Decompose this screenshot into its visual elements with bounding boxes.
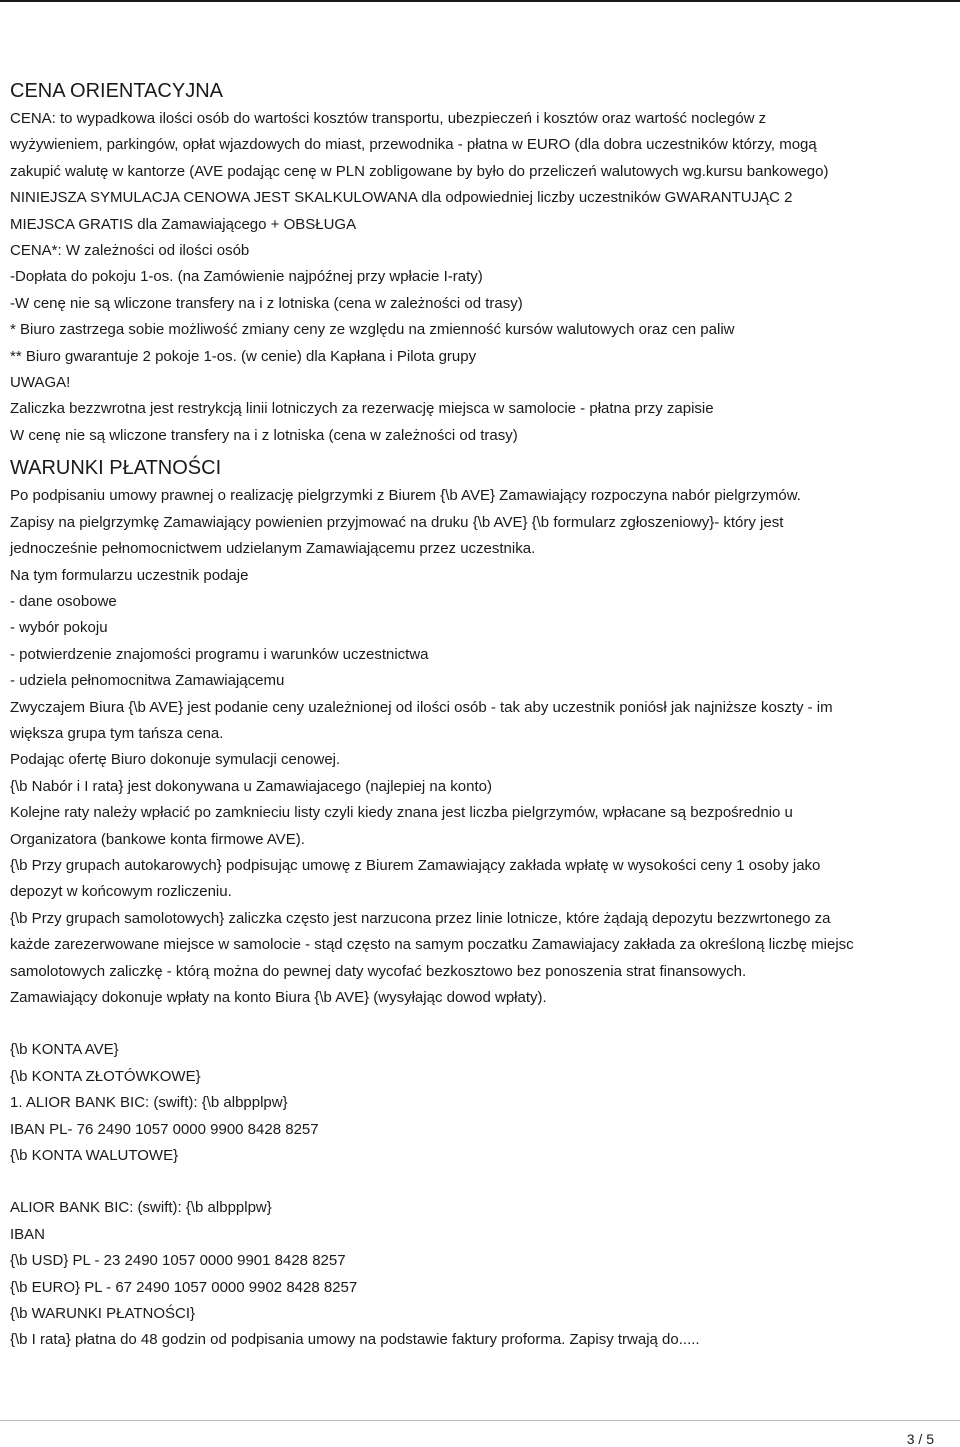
text-line: - dane osobowe [10,592,117,610]
text-line: samolotowych zaliczkę - którą można do pewnej daty wycofać bezkosztowo bez ponoszenia strat finansowych. [10,962,747,980]
spacer [10,1011,955,1037]
text-line: IBAN [10,1225,46,1243]
text-line: zakupić walutę w kantorze (AVE podając cenę w PLN zobligowane by było do przeliczeń walutowych wg.kursu bankowego) [10,162,829,180]
spacer [10,1169,955,1195]
text-line: - wybór pokoju [10,619,108,637]
text-line: jednocześnie pełnomocnictwem udzielanym Zamawiającemu przez uczestnika. [10,540,536,558]
section-title-payment: WARUNKI PŁATNOŚCI [10,457,222,480]
text-line: każde zarezerwowane miejsce w samolocie - stąd często na samym poczatku Zamawiajacy zakłada za określoną liczbę miejsc [10,936,854,954]
text-line: Organizatora (bankowe konta firmowe AVE). [10,830,305,848]
text-line: 1. ALIOR BANK BIC: (swift): {\b albpplpw} [10,1094,288,1112]
text-line: ** Biuro gwarantuje 2 pokoje 1-os. (w cenie) dla Kapłana i Pilota grupy [10,347,477,365]
text-line: Podając ofertę Biuro dokonuje symulacji cenowej. [10,751,341,769]
text-line: {\b KONTA WALUTOWE} [10,1147,179,1165]
text-line: {\b KONTA AVE} [10,1041,119,1059]
text-line: Zapisy na pielgrzymkę Zamawiający powienien przyjmować na druku {\b AVE} {\b formularz zgłoszeniowy}- który jest [10,513,784,531]
text-line: -W cenę nie są wliczone transfery na i z lotniska (cena w zależności od trasy) [10,294,523,312]
text-line: ALIOR BANK BIC: (swift): {\b albpplpw} [10,1199,272,1217]
text-line: {\b I rata} płatna do 48 godzin od podpisania umowy na podstawie faktury proforma. Zapisy trwają do..... [10,1331,700,1349]
text-line: NINIEJSZA SYMULACJA CENOWA JEST SKALKULOWANA dla odpowiedniej liczby uczestników GWARANTUJĄC 2 [10,189,793,207]
text-line: większa grupa tym tańsza cena. [10,724,224,742]
text-line: wyżywieniem, parkingów, opłat wjazdowych do miast, przewodnika - płatna w EURO (dla dobra uczestników którzy, mogą [10,136,817,154]
payment-paragraph [10,483,955,1011]
section-title-price: CENA ORIENTACYJNA [10,80,223,102]
text-line: {\b WARUNKI PŁATNOŚCI} [10,1305,196,1323]
text-line: Zwyczajem Biura {\b AVE} jest podanie ceny uzależnionej od ilości osób - tak aby uczestnik poniósł jak najniższe koszty - im [10,698,833,716]
text-line: {\b Przy grupach autokarowych} podpisując umowę z Biurem Zamawiający zakłada wpłatę w wysokości ceny 1 osoby jako [10,856,821,874]
accounts-block [10,1037,955,1169]
top-rule [0,0,960,2]
text-line: {\b EURO} PL - 67 2490 1057 0000 9902 8428 8257 [10,1278,358,1296]
foreign-accounts-block [10,1195,955,1353]
text-line: Zaliczka bezzwrotna jest restrykcją linii lotniczych za rezerwację miejsca w samolocie - płatna przy zapisie [10,400,714,418]
text-line: W cenę nie są wliczone transfery na i z lotniska (cena w zależności od trasy) [10,426,518,444]
page-number: 3 / 5 [906,1431,934,1447]
footer-rule [0,1420,960,1421]
text-line: - udziela pełnomocnitwa Zamawiającemu [10,672,285,690]
text-line: Po podpisaniu umowy prawnej o realizację pielgrzymki z Biurem {\b AVE} Zamawiający rozpoczyna nabór pielgrzymów. [10,487,801,505]
text-line: * Biuro zastrzega sobie możliwość zmiany ceny ze względu na zmienność kursów walutowych oraz cen paliw [10,321,735,339]
text-line: Kolejne raty należy wpłacić po zamknieciu listy czyli kiedy znana jest liczba pielgrzymów, wpłacane są bezpośrednio u [10,804,793,822]
text-line: {\b Nabór i I rata} jest dokonywana u Zamawiajacego (najlepiej na konto) [10,777,492,795]
text-line: UWAGA! [10,374,71,392]
document-body [10,78,955,1354]
text-line: Zamawiający dokonuje wpłaty na konto Biura {\b AVE} (wysyłając dowod wpłaty). [10,989,547,1006]
text-line: {\b USD} PL - 23 2490 1057 0000 9901 8428 8257 [10,1252,346,1270]
text-line: IBAN PL- 76 2490 1057 0000 9900 8428 8257 [10,1120,319,1138]
text-line: - potwierdzenie znajomości programu i warunków uczestnictwa [10,645,429,663]
text-line: MIEJSCA GRATIS dla Zamawiającego + OBSŁUGA [10,215,357,233]
text-line: {\b Przy grupach samolotowych} zaliczka często jest narzucona przez linie lotnicze, które żądają depozytu bezzwrtonego za [10,909,831,927]
text-line: {\b KONTA ZŁOTÓWKOWE} [10,1067,201,1085]
text-line: -Dopłata do pokoju 1-os. (na Zamówienie najpóźnej przy wpłacie I-raty) [10,268,483,286]
text-line: CENA*: W zależności od ilości osób [10,242,250,260]
price-paragraph [10,106,955,449]
text-line: Na tym formularzu uczestnik podaje [10,566,249,584]
text-line: CENA: to wypadkowa ilości osób do wartości kosztów transportu, ubezpieczeń i kosztów oraz wartość noclegów z [10,110,767,127]
text-line: depozyt w końcowym rozliczeniu. [10,883,232,901]
